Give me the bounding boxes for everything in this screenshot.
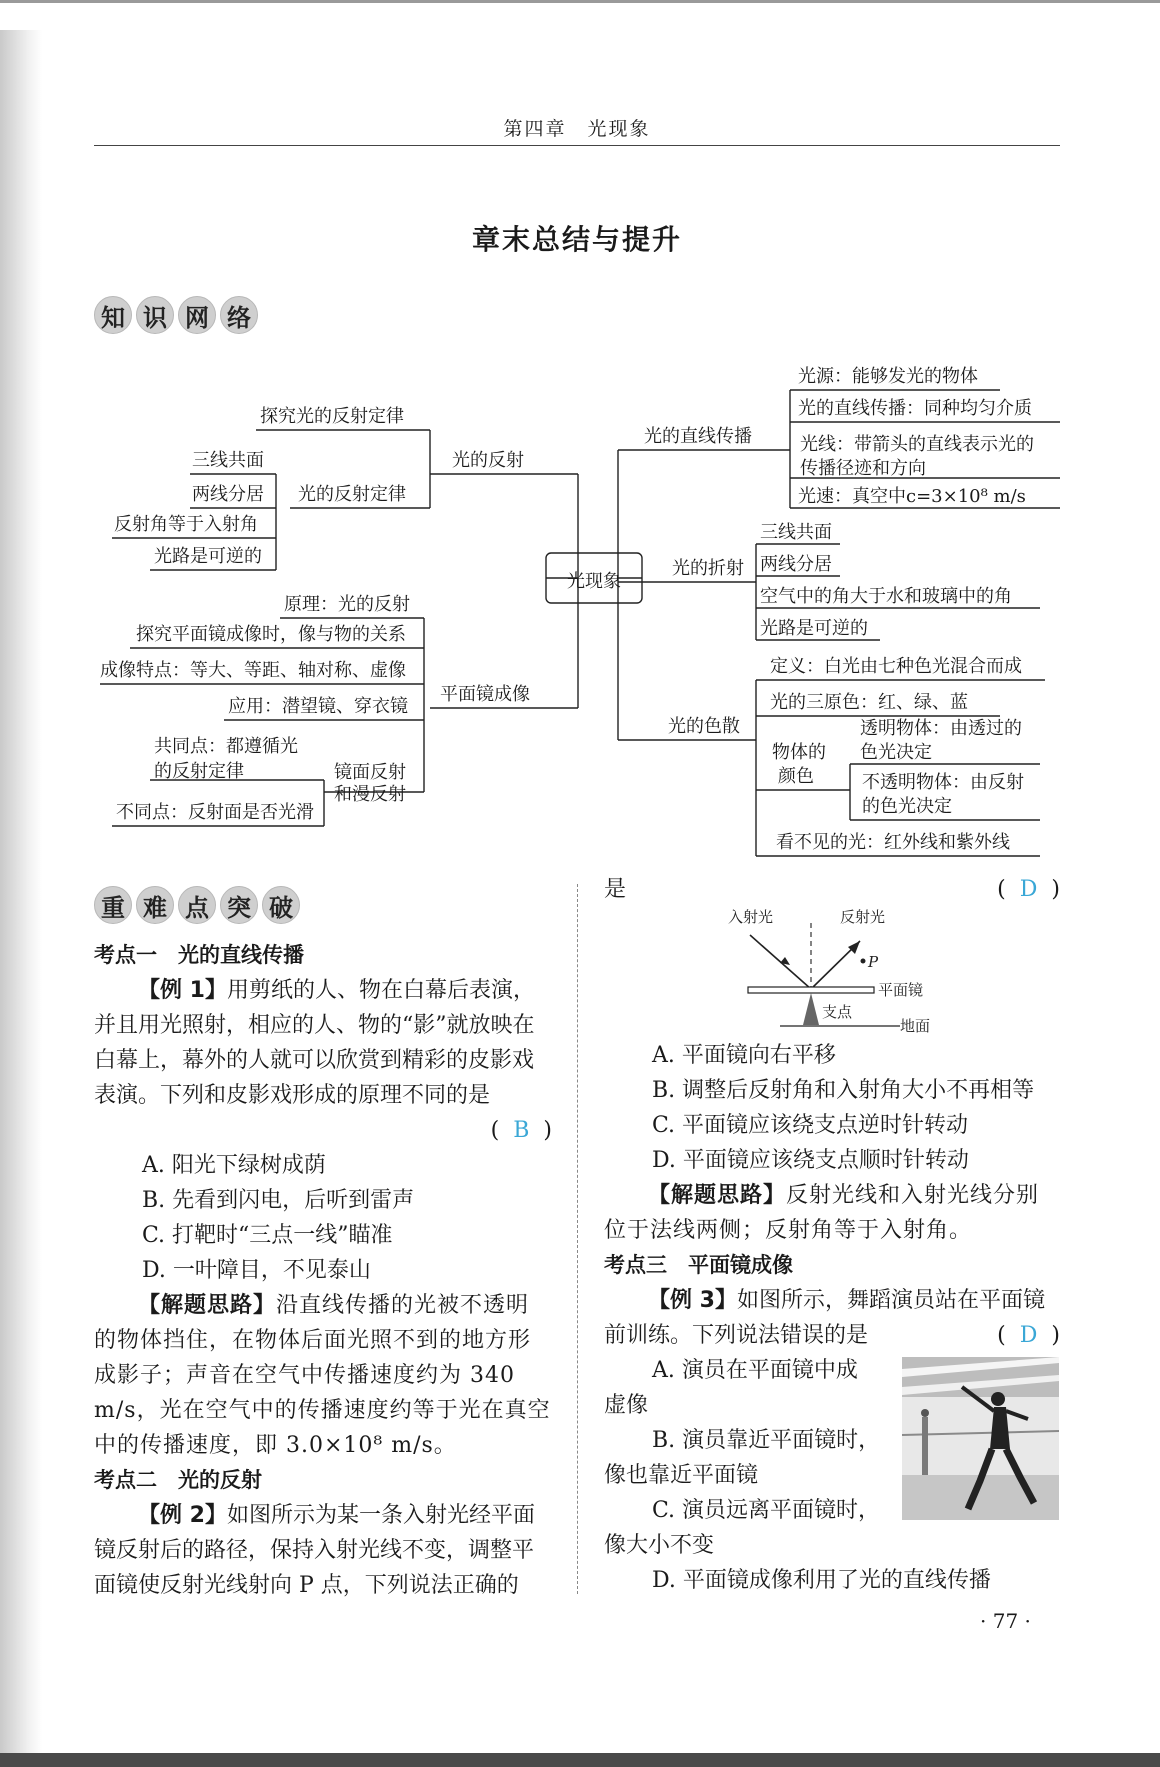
fig-label-reflected: 反射光 [840, 908, 886, 926]
key-point-3: 考点三 平面镜成像 [604, 1253, 793, 1277]
option-cont: 像大小不变 [604, 1533, 715, 1558]
answer-line [604, 872, 1060, 907]
fig-label-pivot: 支点 [822, 1003, 853, 1021]
mindmap-leaf: 光线：带箭头的直线表示光的 [800, 434, 1034, 455]
option: A. 演员在平面镜中成 [652, 1358, 858, 1383]
badge-char: 难 [136, 886, 174, 924]
mindmap-leaf: 的色光决定 [862, 796, 952, 817]
reflection-diagram [700, 905, 960, 1035]
option-cont: 像也靠近平面镜 [604, 1463, 759, 1488]
right-column-top [604, 872, 1060, 907]
example-text: 如图所示，舞蹈演员站在平面镜前训练。下列说法错误的是 [604, 1288, 1045, 1348]
mindmap-leaf: 光路是可逆的 [154, 546, 262, 567]
badge-char: 突 [220, 886, 258, 924]
badge-char: 点 [178, 886, 216, 924]
mindmap-leaf: 空气中的角大于水和玻璃中的角 [760, 586, 1012, 607]
mindmap-leaf: 三线共面 [760, 522, 832, 543]
example-text: 用剪纸的人、物在白幕后表演，并且用光照射，相应的人、物的“影”就放映在白幕上，幕外的人就可以欣赏到精彩的皮影戏表演。下列和皮影戏形成的原理不同的是 [94, 978, 535, 1108]
badge-char: 网 [178, 296, 216, 334]
option: B. 调整后反射角和入射角大小不再相等 [652, 1078, 1035, 1103]
knowledge-mindmap [0, 0, 1160, 870]
badge-char: 破 [262, 886, 300, 924]
mindmap-leaf: 透明物体：由透过的 [860, 718, 1022, 739]
example-3-options [604, 1353, 894, 1563]
left-column [94, 938, 552, 1603]
solution-tag: 【解题思路】 [138, 1293, 277, 1318]
mindmap-leaf: 共同点：都遵循光 [154, 736, 298, 757]
mindmap-branch-reflection: 光的反射 [452, 450, 524, 471]
mindmap-center: 光现象 [567, 571, 621, 592]
answer-3: D [1019, 1323, 1038, 1348]
solution-text: 沿直线传播的光被不透明的物体挡住，在物体后面光照不到的地方形成影子；声音在空气中传播速度约为 340 m/s，光在空气中的传播速度约等于光在真空中的传播速度，即 3.0×10⁸ m/s。 [94, 1293, 551, 1458]
mindmap-leaf: 探究平面镜成像时，像与物的关系 [136, 624, 406, 645]
example-tag: 【例 3】 [648, 1288, 737, 1313]
answer-line: ( B ) [490, 1118, 552, 1143]
mindmap-leaf: 看不见的光：红外线和紫外线 [776, 832, 1010, 853]
option: A. 阳光下绿树成荫 [142, 1153, 326, 1178]
mindmap-leaf: 两线分居 [192, 484, 264, 505]
mindmap-leaf: 定义：白光由七种色光混合而成 [770, 656, 1022, 677]
answer-bracket: ( D ) [997, 877, 1060, 902]
option: D. 一叶障目，不见泰山 [142, 1258, 371, 1283]
mindmap-leaf: 不同点：反射面是否光滑 [116, 802, 314, 823]
solution-1 [94, 1288, 552, 1463]
mindmap-node: 和漫反射 [334, 784, 406, 805]
mindmap-leaf: 光路是可逆的 [760, 618, 868, 639]
option: D. 平面镜应该绕支点顺时针转动 [652, 1148, 969, 1173]
badge-char: 重 [94, 886, 132, 924]
mindmap-leaf: 光的直线传播：同种均匀介质 [798, 398, 1032, 419]
option: A. 平面镜向右平移 [652, 1043, 836, 1068]
example-3 [604, 1283, 1060, 1353]
key-point-2: 考点二 光的反射 [94, 1468, 262, 1492]
example-text: 如图所示为某一条入射光经平面镜反射后的路径，保持入射光线不变，调整平面镜使反射光线射向 P 点，下列说法正确的 [94, 1503, 535, 1598]
badge-char: 知 [94, 296, 132, 334]
mindmap-leaf: 两线分居 [760, 554, 832, 575]
mindmap-leaf: 三线共面 [192, 450, 264, 471]
example-2 [94, 1498, 552, 1603]
answer-bracket: ( D ) [997, 1323, 1060, 1348]
solution-tag: 【解题思路】 [648, 1183, 787, 1208]
mindmap-branch-dispersion: 光的色散 [668, 716, 740, 737]
key-point-1: 考点一 光的直线传播 [94, 943, 304, 967]
mindmap-branch-straight: 光的直线传播 [644, 426, 752, 447]
running-header: 第四章 光现象 [503, 118, 651, 140]
fig-label-incident: 入射光 [728, 908, 774, 926]
mindmap-leaf: 应用：潜望镜、穿衣镜 [228, 696, 408, 717]
mindmap-leaf: 光源：能够发光的物体 [798, 366, 978, 387]
page-number: · 77 · [980, 1609, 1031, 1633]
option: C. 演员远离平面镜时， [652, 1498, 881, 1523]
fig-label-ground: 地面 [900, 1017, 931, 1035]
option: D. 平面镜成像利用了光的直线传播 [652, 1568, 991, 1593]
mindmap-leaf: 不透明物体：由反射 [862, 772, 1024, 793]
mindmap-node: 颜色 [778, 766, 814, 787]
bottom-edge [0, 1753, 1160, 1767]
example-tag: 【例 2】 [138, 1503, 227, 1528]
mindmap-leaf: 传播径迹和方向 [800, 458, 926, 479]
example-tag: 【例 1】 [138, 978, 227, 1003]
mindmap-node: 探究光的反射定律 [260, 406, 404, 427]
page-title: 章末总结与提升 [471, 223, 682, 256]
mindmap-branch-refraction: 光的折射 [672, 558, 744, 579]
option: C. 平面镜应该绕支点逆时针转动 [652, 1113, 969, 1138]
column-divider [577, 884, 578, 1594]
mindmap-leaf: 原理：光的反射 [284, 594, 410, 615]
mindmap-node: 光的反射定律 [298, 484, 406, 505]
mindmap-leaf: 色光决定 [860, 742, 932, 763]
option: B. 先看到闪电，后听到雷声 [142, 1188, 415, 1213]
answer-1: B [513, 1118, 530, 1143]
option: B. 演员靠近平面镜时， [652, 1428, 881, 1453]
example-1 [94, 973, 552, 1113]
mindmap-node: 物体的 [772, 742, 826, 763]
mindmap-leaf: 成像特点：等大、等距、轴对称、虚像 [100, 660, 406, 681]
mindmap-node: 镜面反射 [334, 762, 406, 783]
option: C. 打靶时“三点一线”瞄准 [142, 1223, 393, 1248]
mindmap-leaf: 光的三原色：红、绿、蓝 [770, 692, 968, 713]
mindmap-leaf: 反射角等于入射角 [114, 514, 258, 535]
example-text: 是 [604, 877, 627, 902]
mindmap-leaf: 光速：真空中c=3×10⁸ m/s [798, 486, 1026, 507]
fig-label-mirror: 平面镜 [878, 981, 924, 999]
badge-char: 络 [220, 296, 258, 334]
answer-2: D [1019, 877, 1038, 902]
dancer-photo [902, 1357, 1059, 1520]
badge-char: 识 [136, 296, 174, 334]
fig-label-p: P [868, 953, 879, 971]
option-cont: 虚像 [604, 1393, 649, 1418]
solution-text: 反射光线和入射光线分别位于法线两侧；反射角等于入射角。 [604, 1183, 1040, 1243]
mindmap-leaf: 的反射定律 [154, 761, 244, 782]
mindmap-branch-mirror: 平面镜成像 [440, 684, 530, 705]
section-badge-key-points [94, 886, 300, 924]
solution-2 [604, 1178, 1060, 1248]
